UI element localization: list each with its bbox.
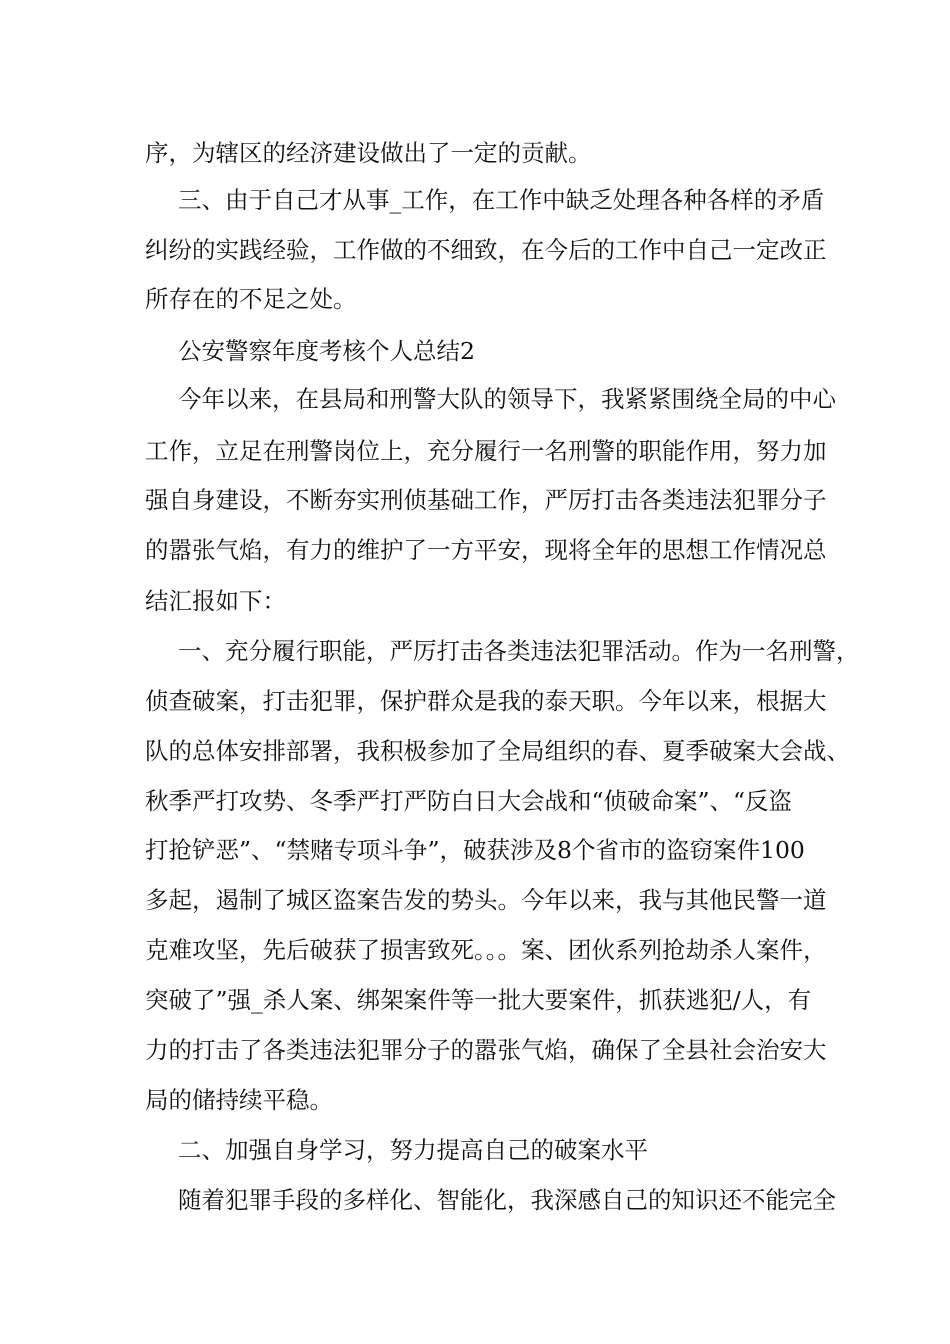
text-line-21: 二、加强自身学习，努力提高自己的破案水平 [178,1136,648,1164]
text-line-20: 局的储持续平稳。 [145,1086,333,1114]
text-line-15: 打抢铲恶”、“禁赌专项斗争”，破获涉及8个省市的盗窃案件100 [145,836,805,864]
text-line-14: 秋季严打攻势、冬季严打严防白日大会战和“侦破命案”、“反盗 [145,787,793,815]
text-line-8: 强自身建设，不断夯实刑侦基础工作，严厉打击各类违法犯罪分子 [145,486,827,514]
text-line-16: 多起，遏制了城区盗案告发的势头。今年以来，我与其他民警一道 [145,886,827,914]
text-line-10: 结汇报如下： [145,587,286,615]
text-line-1: 序，为辖区的经济建设做出了一定的贡献。 [145,139,592,167]
text-line-6: 今年以来，在县局和刑警大队的领导下，我紧紧围绕全局的中心 [178,385,836,413]
text-line-12: 侦查破案，打击犯罪，保护群众是我的泰天职。今年以来，根据大 [145,687,827,715]
text-line-19: 力的打击了各类违法犯罪分子的嚣张气焰，确保了全县社会治安大 [145,1036,827,1064]
text-line-17: 克难攻坚，先后破获了损害致死。。。案、团伙系列抢劫杀人案件， [145,936,827,964]
text-line-7: 工作，立足在刑警岗位上，充分履行一名刑警的职能作用，努力加 [145,437,827,465]
text-line-9: 的嚣张气焰，有力的维护了一方平安，现将全年的思想工作情况总 [145,536,827,564]
text-line-18: 突破了”强_杀人案、绑架案件等一批大要案件，抓获逃犯/人，有 [145,986,812,1014]
text-line-4: 所存在的不足之处。 [145,285,357,313]
text-line-2: 三、由于自己才从事_工作，在工作中缺乏处理各种各样的矛盾 [178,186,825,214]
text-line-3: 纠纷的实践经验，工作做的不细致，在今后的工作中自己一定改正 [145,236,827,264]
text-line-22: 随着犯罪手段的多样化、智能化，我深感自己的知识还不能完全 [178,1186,836,1214]
text-line-13: 队的总体安排部署，我积极参加了全局组织的春、夏季破案大会战、 [145,737,850,765]
text-line-11: 一、充分履行职能，严厉打击各类违法犯罪活动。作为一名刑警， [178,637,860,665]
section-heading: 公安警察年度考核个人总结2 [178,337,475,365]
